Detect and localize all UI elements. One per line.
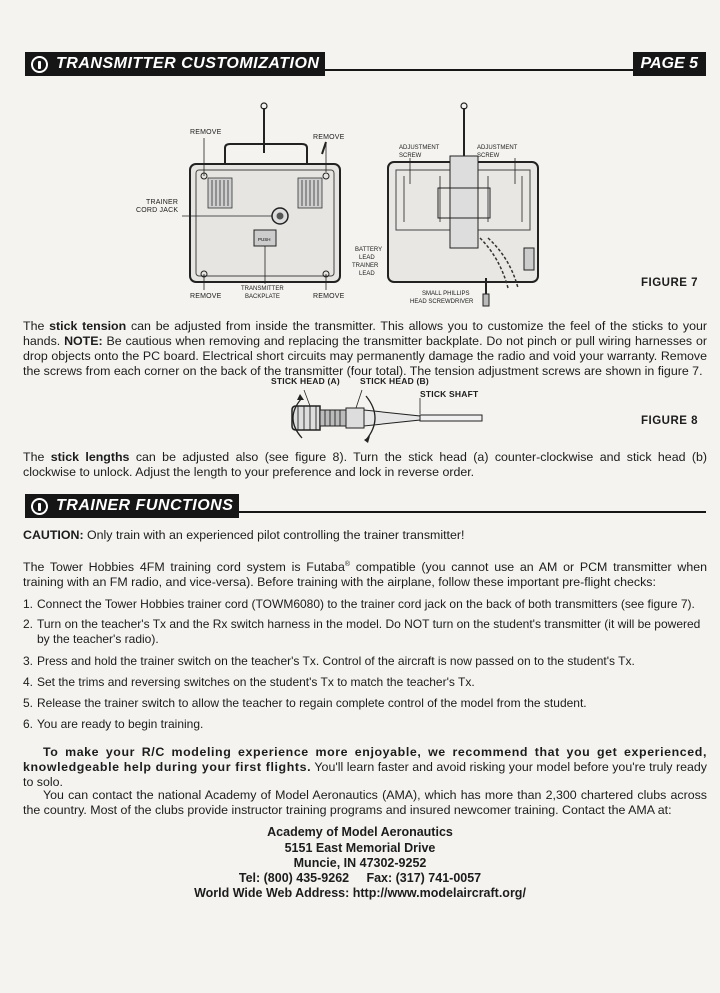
stick-shaft-label: STICK SHAFT bbox=[420, 389, 479, 399]
small-phillips-line2: HEAD SCREWDRIVER bbox=[410, 299, 474, 305]
remove-top-right-label: REMOVE bbox=[313, 134, 345, 141]
remove-top-left-label: REMOVE bbox=[190, 129, 222, 136]
text-span: The Tower Hobbies 4FM training cord system is Futaba bbox=[23, 560, 345, 575]
list-text: Connect the Tower Hobbies trainer cord (TOWM6080) to the trainer cord jack on the back of both transmitters (see figure 7). bbox=[37, 597, 695, 611]
trainer-lead-line2: LEAD bbox=[359, 271, 375, 277]
list-text: Press and hold the trainer switch on the teacher's Tx. Control of the aircraft is now passed on to the student's Tx. bbox=[37, 654, 635, 668]
remove-bottom-right-label: REMOVE bbox=[313, 293, 345, 300]
adjustment-screw-right-line2: SCREW bbox=[477, 153, 500, 159]
list-item bbox=[23, 675, 707, 690]
figure-7-transmitter-internals-diagram bbox=[380, 98, 560, 308]
list-text: Turn on the teacher's Tx and the Rx switch harness in the model. Do NOT turn on the student's transmitter (it will be powered by the teacher's radio). bbox=[37, 617, 701, 646]
list-number: 4. bbox=[23, 675, 34, 689]
list-number: 3. bbox=[23, 654, 34, 668]
address-city: Muncie, IN 47302-9252 bbox=[293, 856, 427, 870]
text-span: can be adjusted from inside the transmitter. This allows you to customize the feel of the sticks to your hands. bbox=[23, 319, 707, 348]
adjustment-screw-left-line1: ADJUSTMENT bbox=[399, 145, 440, 151]
text-span: The bbox=[23, 319, 50, 333]
list-number: 5. bbox=[23, 696, 34, 710]
adjustment-screw-right-line1: ADJUSTMENT bbox=[477, 145, 518, 151]
list-item bbox=[23, 654, 707, 669]
list-item bbox=[23, 717, 707, 732]
transmitter-backplate-line2: BACKPLATE bbox=[245, 294, 280, 300]
text-span: Be cautious when removing and replacing the transmitter backplate. Do not pinch or pull wiring harnesses or drop objects onto the PC board. Electrical short circuits may permanently damage the radio and void your warranty. Remove the screws from each corner on the back of the transmitter (four total). The tension adjustment screws are shown in figure 7. bbox=[23, 334, 707, 378]
header-rule bbox=[239, 511, 706, 513]
header-rule bbox=[325, 69, 632, 71]
caution-label: CAUTION: bbox=[23, 528, 84, 542]
battery-lead-line1: BATTERY bbox=[355, 247, 383, 253]
page-number: PAGE 5 bbox=[633, 52, 707, 76]
list-text: Release the trainer switch to allow the teacher to regain complete control of the model from the student. bbox=[37, 696, 587, 710]
small-phillips-line1: SMALL PHILLIPS bbox=[422, 291, 470, 297]
trainer-lead-line1: TRAINER bbox=[352, 263, 379, 269]
push-label: PUSH bbox=[258, 237, 271, 242]
section-title-block bbox=[25, 494, 239, 518]
list-item bbox=[23, 617, 707, 647]
transmitter-backplate-line1: TRANSMITTER bbox=[241, 286, 284, 292]
figure-8-label: FIGURE 8 bbox=[641, 415, 699, 427]
section-title: TRANSMITTER CUSTOMIZATION bbox=[56, 55, 320, 72]
address-street: 5151 East Memorial Drive bbox=[284, 841, 436, 855]
stick-head-a-label: STICK HEAD (A) bbox=[271, 376, 340, 386]
address-name: Academy of Model Aeronautics bbox=[267, 825, 453, 839]
address-web: World Wide Web Address: http://www.modelaircraft.org/ bbox=[194, 886, 526, 900]
remove-bottom-left-label: REMOVE bbox=[190, 293, 222, 300]
adjustment-screw-left-line2: SCREW bbox=[399, 153, 422, 159]
advice-paragraph bbox=[23, 745, 707, 790]
stick-tension-paragraph bbox=[23, 319, 707, 379]
trainer-cord-jack-label bbox=[146, 199, 178, 206]
text-span: compatible (you cannot use an AM or PCM transmitter when training with an FM radio, and vice-versa). Before training with the airplane, follow these important pre-flight checks: bbox=[23, 560, 707, 590]
bold-term-stick-lengths: stick lengths bbox=[50, 450, 130, 464]
section-title-block bbox=[25, 52, 325, 76]
ama-paragraph: You can contact the national Academy of Model Aeronautics (AMA), which has more than 2,300 chartered clubs across the country. Most of the clubs provide instructor training programs and insured newcomer training. Contact the AMA at: bbox=[23, 788, 707, 817]
battery-lead-line2: LEAD bbox=[359, 255, 375, 261]
stick-lengths-paragraph bbox=[23, 450, 707, 480]
text-span: The bbox=[23, 450, 51, 464]
list-number: 2. bbox=[23, 617, 34, 631]
list-item bbox=[23, 696, 707, 711]
registered-mark: ® bbox=[344, 561, 351, 568]
figure-7-label: FIGURE 7 bbox=[641, 277, 699, 289]
text-span: can be adjusted also (see figure 8). Turn the stick head (a) counter-clockwise and stick head (b) clockwise to unlock. Adjust the length to your preference and lock in reverse order. bbox=[23, 450, 708, 479]
list-number: 1. bbox=[23, 597, 34, 611]
list-text: Set the trims and reversing switches on the student's Tx to match the teacher's Tx. bbox=[37, 675, 475, 689]
list-item bbox=[23, 597, 707, 612]
note-label: NOTE: bbox=[64, 334, 103, 348]
list-text: You are ready to begin training. bbox=[37, 717, 204, 731]
brand-logo-icon bbox=[31, 56, 48, 73]
section-header-trainer-functions bbox=[25, 494, 706, 518]
list-number: 6. bbox=[23, 717, 34, 731]
figure-8-stick-diagram bbox=[280, 388, 490, 444]
intro-paragraph bbox=[23, 557, 707, 590]
advice-bold-text: To make your R/C modeling experience more enjoyable, we recommend that you get experienced, knowledgeable help during your first flights. bbox=[23, 745, 707, 774]
text-span: Only train with an experienced pilot controlling the trainer transmitter! bbox=[83, 528, 465, 542]
address-phones: Tel: (800) 435-9262 Fax: (317) 741-0057 bbox=[238, 871, 482, 885]
trainer-cord-jack-line1: TRAINER bbox=[146, 199, 179, 206]
stick-head-b-label: STICK HEAD (B) bbox=[360, 376, 429, 386]
caution-paragraph bbox=[23, 528, 707, 543]
brand-logo-icon bbox=[31, 498, 48, 515]
bold-term-stick-tension: stick tension bbox=[49, 319, 127, 333]
text-span: You'll learn faster and avoid risking your model before you're truly ready to solo. bbox=[23, 760, 707, 789]
section-title: TRAINER FUNCTIONS bbox=[56, 497, 234, 514]
trainer-cord-jack-line2: CORD JACK bbox=[136, 207, 179, 214]
section-header-transmitter-customization bbox=[25, 52, 706, 76]
